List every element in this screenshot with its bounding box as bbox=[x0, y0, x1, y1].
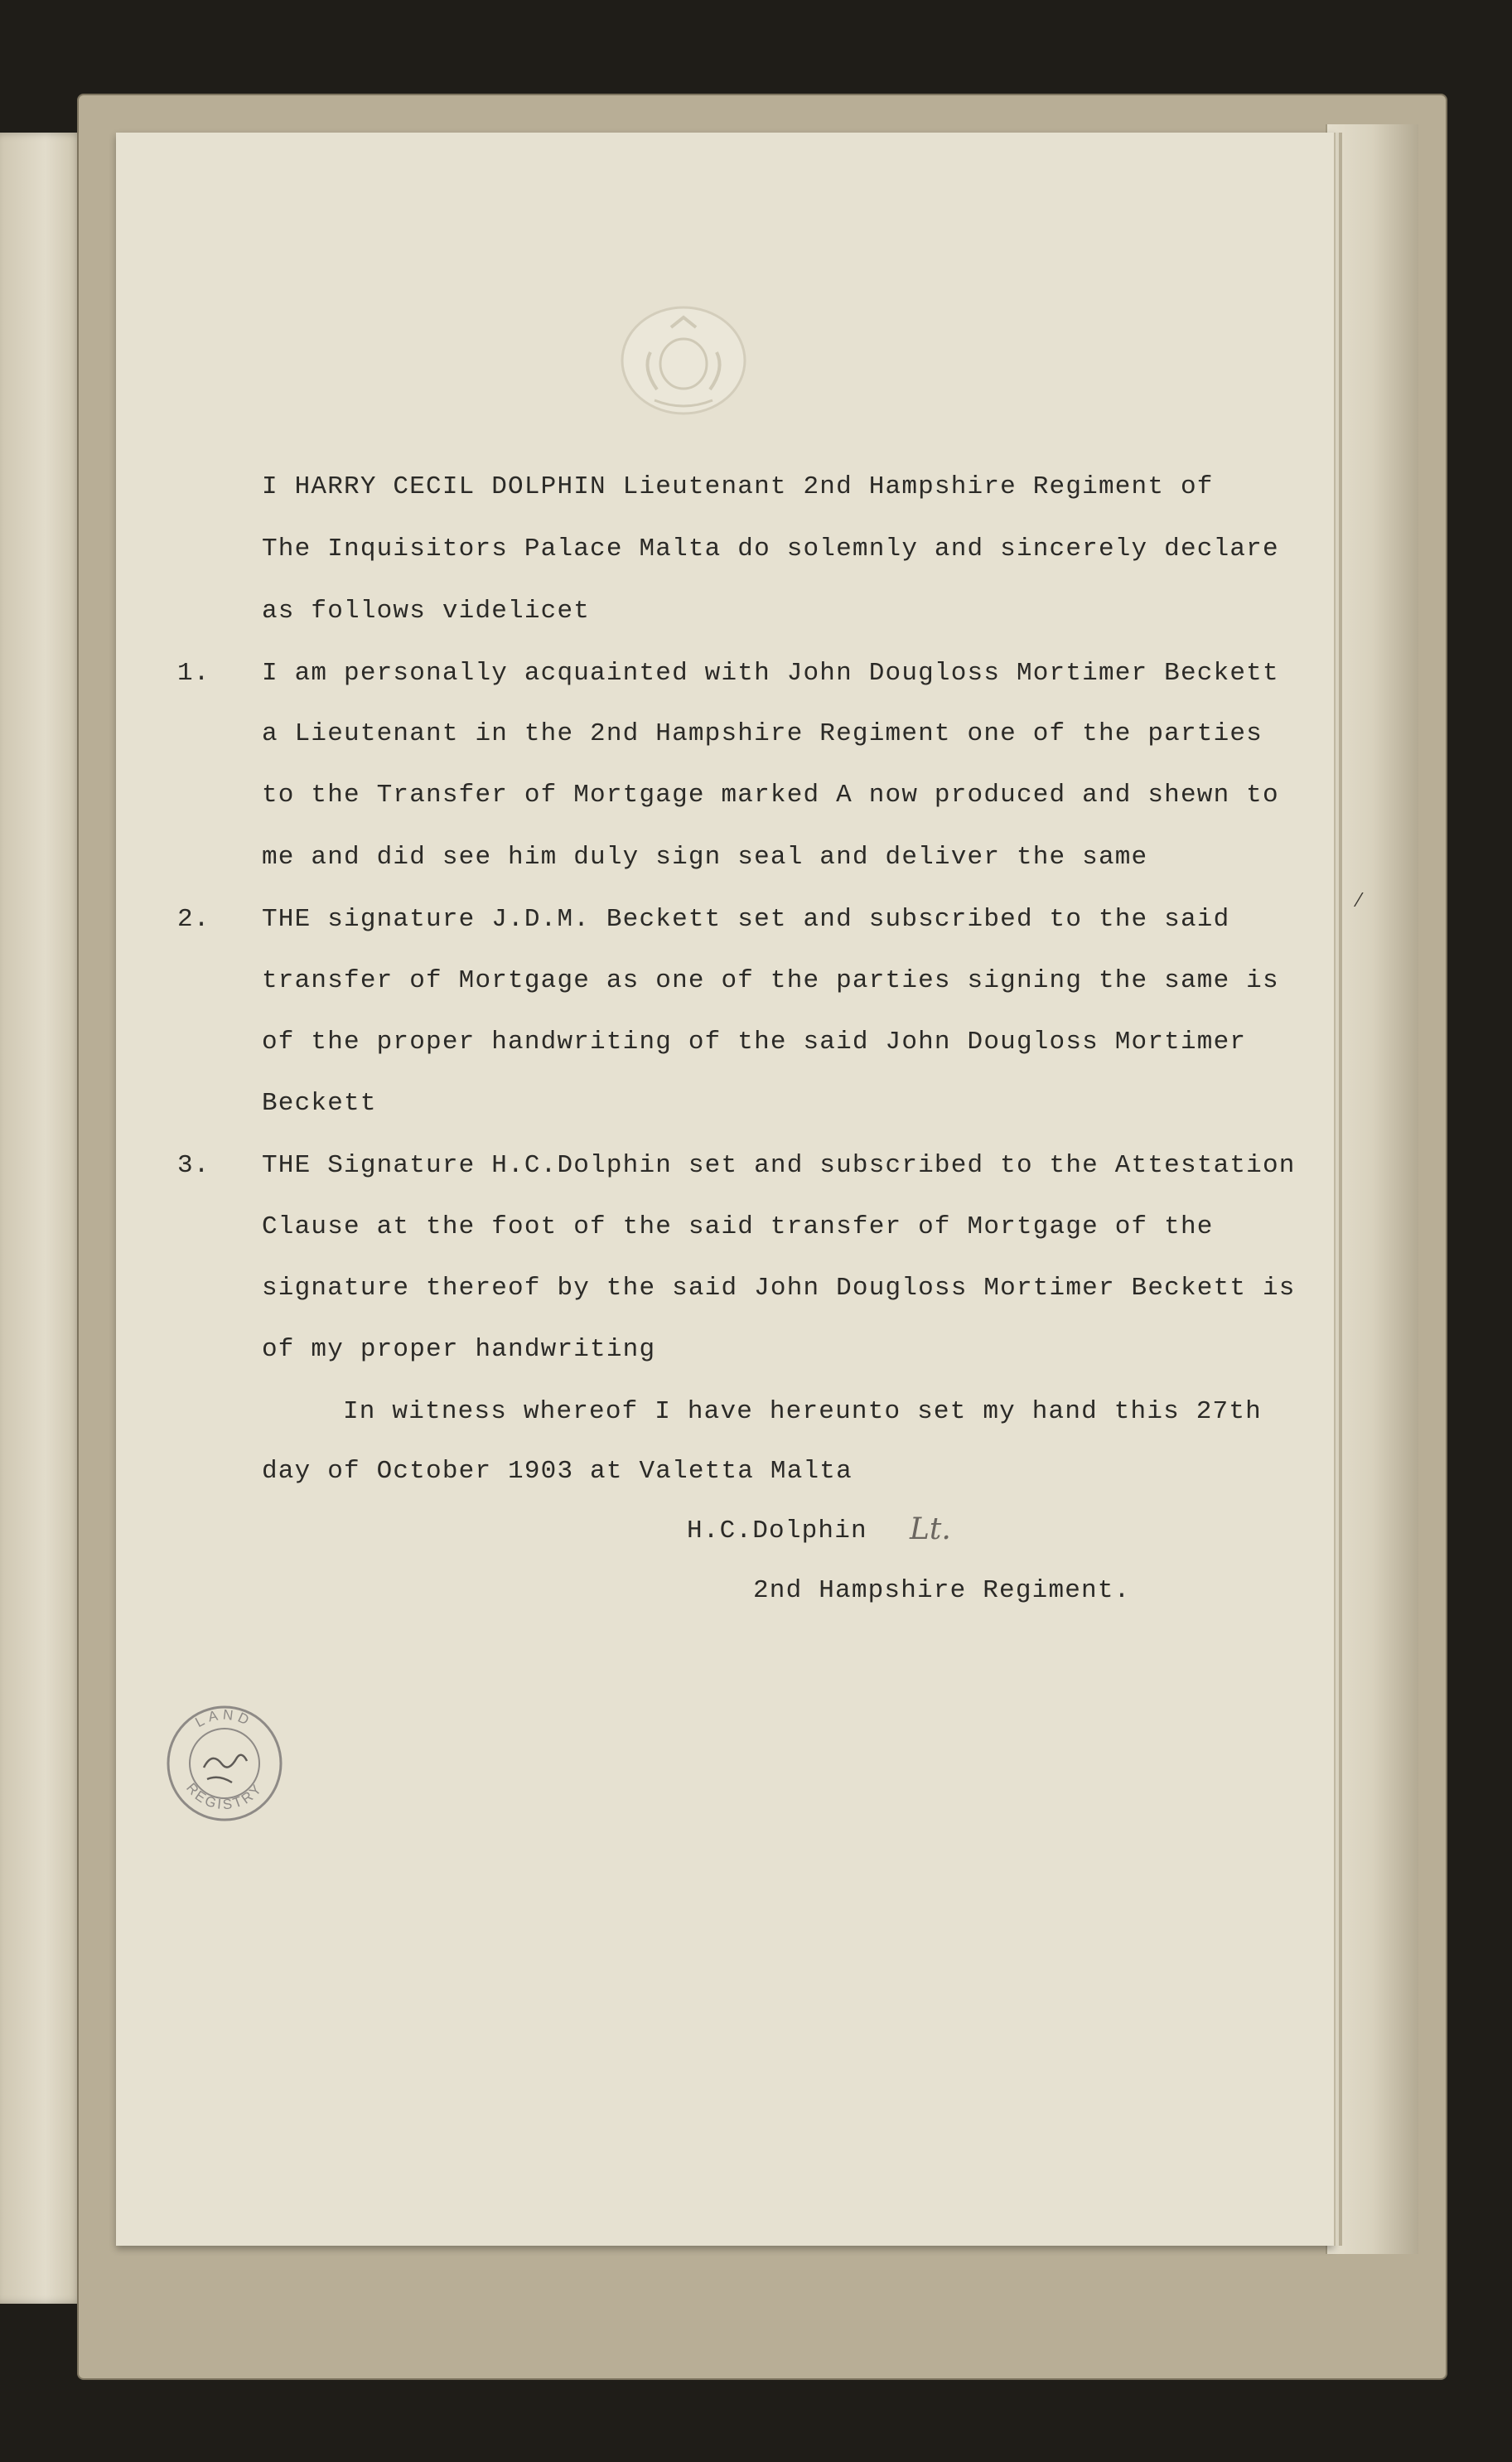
paragraph-2-line: of the proper handwriting of the said John Dougloss Mortimer bbox=[262, 1028, 1247, 1057]
paragraph-2-line: Beckett bbox=[262, 1089, 377, 1118]
paragraph-2-line: THE signature J.D.M. Beckett set and subscribed to the said bbox=[262, 905, 1230, 934]
paragraph-number: 1. bbox=[177, 659, 210, 688]
paragraph-1-line: me and did see him duly sign seal and deliver the same bbox=[262, 843, 1148, 872]
paragraph-1-line: a Lieutenant in the 2nd Hampshire Regiment one of the parties bbox=[262, 719, 1263, 748]
svg-text:REGISTRY bbox=[183, 1780, 266, 1812]
paragraph-2-line: transfer of Mortgage as one of the parties signing the same is bbox=[262, 966, 1279, 995]
paragraph-1-line: I am personally acquainted with John Dougloss Mortimer Beckett bbox=[262, 659, 1279, 688]
intro-line: I HARRY CECIL DOLPHIN Lieutenant 2nd Hampshire Regiment of bbox=[262, 472, 1214, 501]
land-registry-stamp-icon bbox=[164, 1703, 285, 1824]
margin-pencil-mark: ⁄ bbox=[1357, 891, 1360, 912]
paragraph-3-line: THE Signature H.C.Dolphin set and subscribed to the Attestation bbox=[262, 1151, 1296, 1180]
left-facing-page-edge bbox=[0, 133, 83, 2304]
paragraph-3-line: of my proper handwriting bbox=[262, 1335, 656, 1364]
stacked-page-edges bbox=[1326, 124, 1418, 2254]
document-page bbox=[116, 133, 1334, 2246]
paragraph-3-line: Clause at the foot of the said transfer of Mortgage of the bbox=[262, 1212, 1214, 1241]
paragraph-number: 2. bbox=[177, 905, 210, 934]
intro-line: as follows videlicet bbox=[262, 597, 591, 626]
intro-line: The Inquisitors Palace Malta do solemnly and sincerely declare bbox=[262, 534, 1279, 564]
signature-name: H.C.Dolphin bbox=[687, 1516, 867, 1545]
witness-line: day of October 1903 at Valetta Malta bbox=[262, 1457, 853, 1486]
paragraph-1-line: to the Transfer of Mortgage marked A now produced and shewn to bbox=[262, 781, 1279, 810]
embossed-crest-icon bbox=[617, 302, 750, 418]
handwritten-initial: Lt. bbox=[910, 1512, 951, 1546]
paragraph-number: 3. bbox=[177, 1151, 210, 1180]
paragraph-3-line: signature thereof by the said John Dougloss Mortimer Beckett is bbox=[262, 1274, 1296, 1303]
signature-regiment: 2nd Hampshire Regiment. bbox=[753, 1576, 1131, 1605]
stamp-bottom-text: REGISTRY bbox=[183, 1779, 267, 1813]
stamp-top-text: LAND bbox=[192, 1706, 255, 1731]
witness-line: In witness whereof I have hereunto set my hand this 27th bbox=[343, 1397, 1262, 1426]
